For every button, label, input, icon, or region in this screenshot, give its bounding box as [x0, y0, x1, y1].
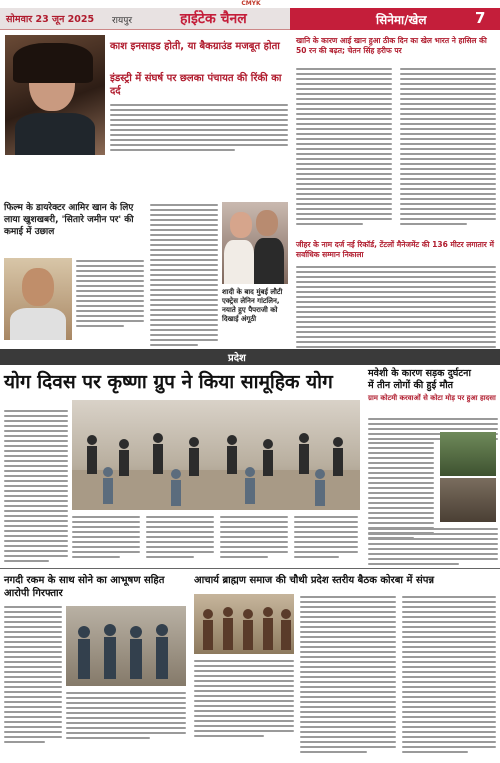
- yoga-body-col-5: [294, 516, 358, 558]
- theft-photo: [66, 606, 186, 686]
- accident-photo-2: [440, 478, 496, 522]
- samaj-body-b: [300, 596, 396, 753]
- mid-column-body: [150, 204, 218, 346]
- top-headline-line-2: इंडस्ट्री में संघर्ष पर छलका पंचायत की रिंकी का दर्द: [110, 73, 282, 97]
- accident-story: [368, 368, 498, 403]
- section-title: सिनेमा/खेल: [376, 13, 427, 27]
- right-story-1: [296, 36, 496, 56]
- samaj-body-a: [194, 660, 294, 737]
- yoga-body-col-1: [4, 410, 68, 562]
- section-bar: [0, 349, 500, 365]
- samaj-story: [194, 574, 496, 587]
- right-story-1-headline: खानि के कारण आई खान हुआ ठीक दिन का खेल भारत ने हासिल की 50 रन की बढ़त; चेतन सिंह हरीफ पर: [296, 36, 487, 55]
- top-story-photo: [5, 35, 105, 155]
- accident-body-b: [368, 442, 434, 539]
- right-story-1-col-b: [400, 68, 496, 225]
- divider-bottom: [0, 568, 500, 569]
- yoga-body-col-4: [220, 516, 288, 558]
- accident-body-c: [368, 528, 498, 565]
- samaj-meeting-illustration: [194, 594, 294, 654]
- yoga-photo: [72, 400, 360, 510]
- right-story-2-body: [296, 266, 496, 353]
- theft-body-a: [4, 606, 62, 743]
- masthead-left: [0, 8, 290, 30]
- yoga-body-col-3: [146, 516, 214, 558]
- theft-group-illustration: [66, 606, 186, 686]
- story-aamir: [4, 202, 144, 347]
- story-wedding: [222, 288, 288, 324]
- aamir-body: [76, 260, 144, 327]
- section-banner: [290, 8, 500, 30]
- paper-name: हाईटेक चैनल: [180, 11, 247, 27]
- wedding-headline: शादी के बाद मुंबई लौटी एक्ट्रेस लेनिन गांटलिन, नयाते हुए पैपराजी को दिखाई अंगूठी: [222, 288, 283, 323]
- right-story-1-col-a: [296, 68, 392, 225]
- issue-date: सोमवार 23 जून 2025: [6, 14, 95, 25]
- theft-body-b: [66, 692, 186, 739]
- aamir-photo: [4, 258, 72, 340]
- yoga-headline: योग दिवस पर कृष्णा ग्रुप ने किया सामूहिक योग: [4, 371, 333, 393]
- right-story-2: [296, 240, 496, 260]
- top-story-headline: [110, 40, 288, 53]
- yoga-crowd-illustration: [72, 400, 360, 510]
- cmyk-mark: CMYK: [241, 0, 261, 7]
- section-bar-label: प्रदेश: [228, 353, 246, 364]
- wedding-photo: [222, 202, 288, 284]
- page-number: 7: [475, 9, 486, 27]
- top-headline-line-1: काश इनसाइड होती, या बैकग्राउंड मजबूत होता: [110, 41, 280, 52]
- right-story-2-headline: जीहर के नाम दर्ज नई रिकॉर्ड, टेंटलों मैनेजमेंट की 136 मीटर लगातार में सर्वाधिक सम्मान निकाला: [296, 240, 494, 259]
- samaj-headline: आचार्य ब्राह्मण समाज की चौथी प्रदेश स्तरीय बैठक कोरबा में संपन्न: [194, 575, 435, 586]
- accident-photo-1: [440, 432, 496, 476]
- yoga-body-col-2: [72, 516, 140, 558]
- theft-headline: नगदी रकम के साथ सोने का आभूषण सहित आरोपी गिरफ्तार: [4, 575, 165, 599]
- samaj-photo: [194, 594, 294, 654]
- aamir-headline: फिल्म के डायरेक्टर आमिर खान के लिए लाया खुशखबरी, 'सितारे जमीन पर' की कमाई में उछाल: [4, 203, 134, 237]
- yoga-story: [4, 370, 354, 394]
- accident-headline-2: में तीन लोगों की हुई मौत: [368, 380, 454, 391]
- top-story-body: [110, 104, 288, 151]
- accident-subhead: ग्राम कोटमी करवाओं से कोटा मोड़ पर हुआ हादसा: [368, 394, 496, 402]
- top-story-headline-2: [110, 72, 288, 98]
- accident-headline-1: मवेशी के कारण सड़क दुर्घटना: [368, 368, 471, 379]
- samaj-body-c: [402, 596, 496, 753]
- theft-story: [4, 574, 184, 600]
- city-name: रायपुर: [112, 16, 133, 26]
